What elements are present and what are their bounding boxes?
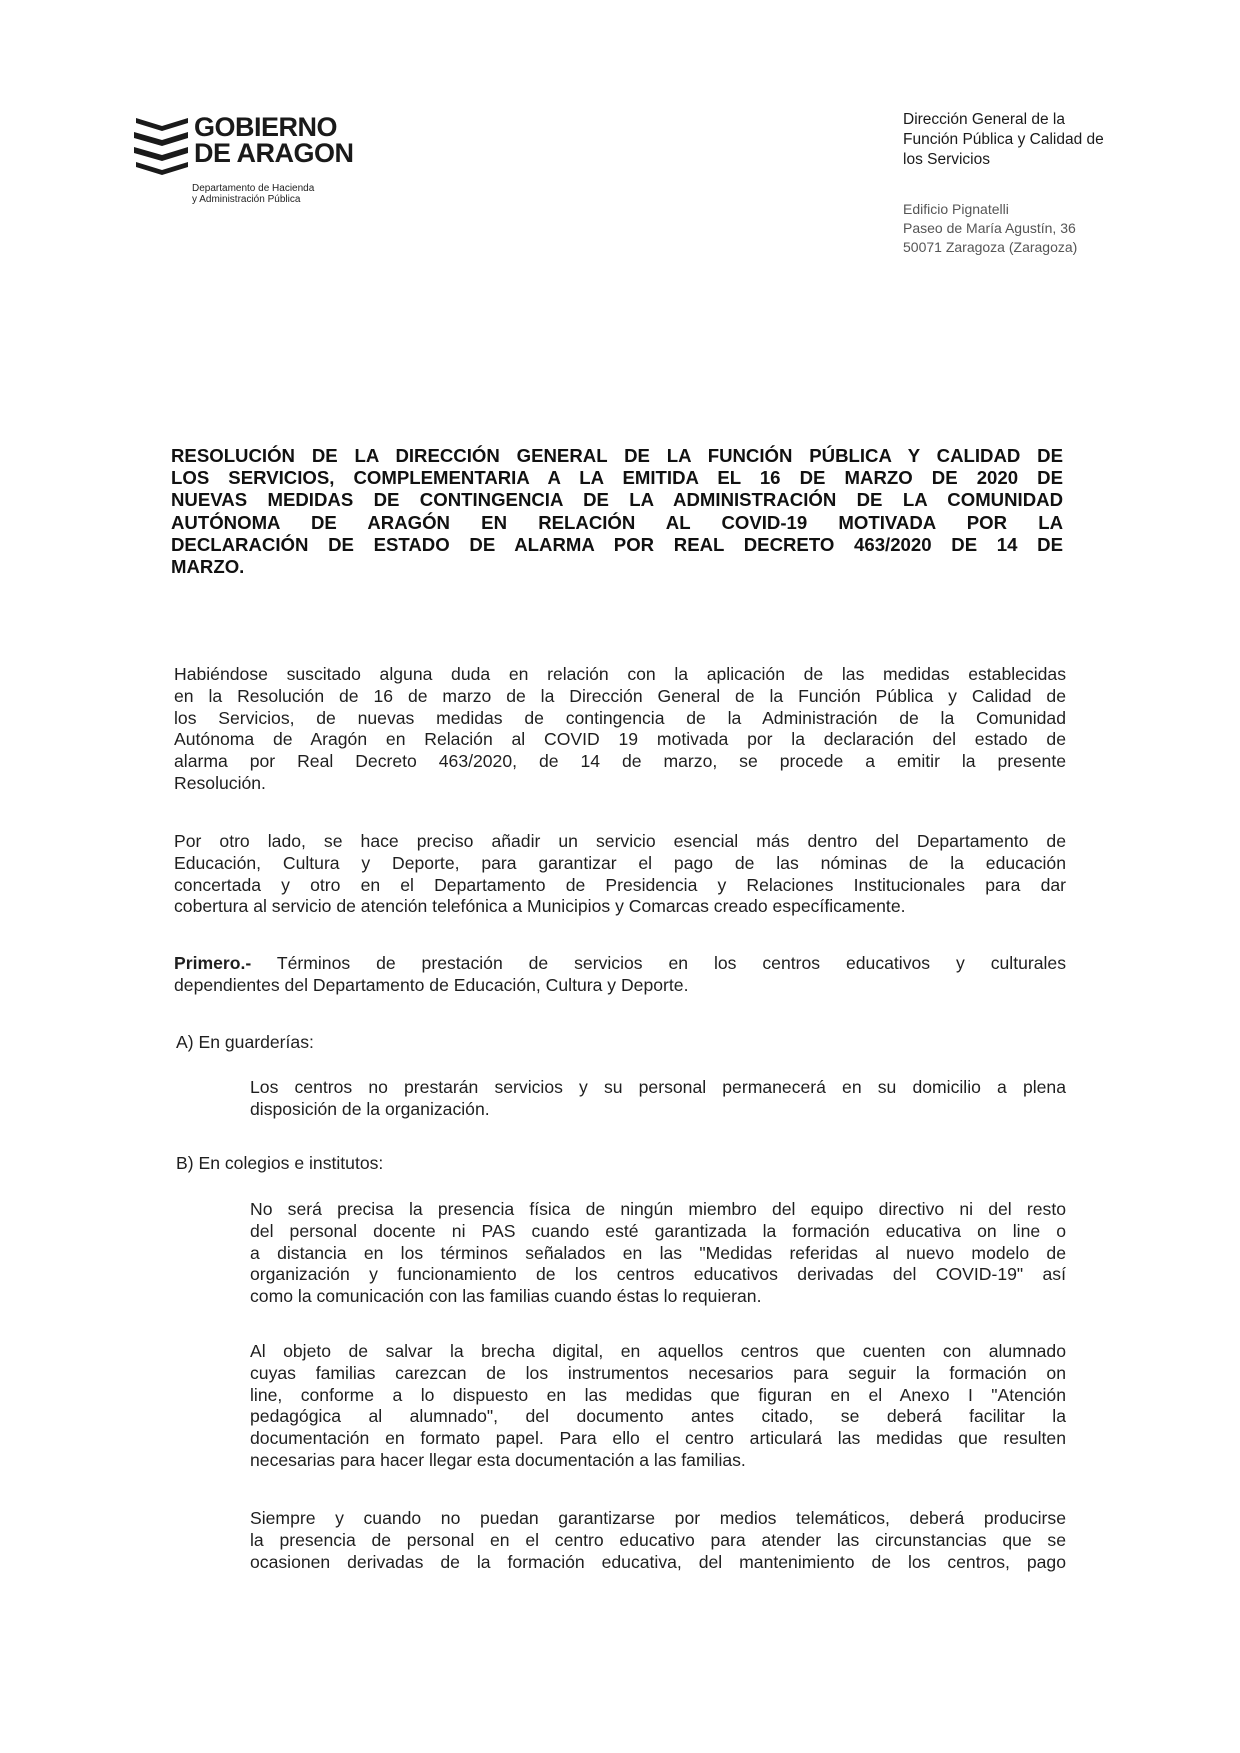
org-line-1: Dirección General de la [903,111,1065,128]
section-b-heading: B) En colegios e institutos: [176,1153,384,1173]
section-a-text [250,1077,1066,1121]
paragraph-line: organización y funcionamiento de los centros educativos derivadas del COVID-19" así [250,1264,1066,1285]
primero-line-1-rest: Términos de prestación de servicios en los centros educativos y culturales [251,953,1066,973]
paragraph-line: cobertura al servicio de atención telefónica a Municipios y Comarcas creado específicamente. [174,896,906,917]
addr-line-3: 50071 Zaragoza (Zaragoza) [903,239,1078,255]
sender-address [903,200,1153,257]
org-line-3: los Servicios [903,151,990,168]
section-b-paragraph-1 [250,1199,1066,1308]
paragraph-line: Habiéndose suscitado alguna duda en relación con la aplicación de las medidas establecidas [174,664,1066,684]
paragraph-line: ocasionen derivadas de la formación educativa, del mantenimiento de los centros, pago [250,1551,1066,1572]
addr-line-2: Paseo de María Agustín, 36 [903,220,1076,236]
paragraph-line: pedagógica al alumnado", del documento antes citado, se deberá facilitar la [250,1406,1066,1427]
paragraph-line: necesarias para hacer llegar esta documentación a las familias. [250,1449,746,1470]
sender-organization [903,110,1153,170]
logo-line-1: GOBIERNO [194,112,338,142]
paragraph-line: a distancia en los términos señalados en las "Medidas referidas al nuevo modelo de [250,1242,1066,1263]
primero-paragraph [174,953,1066,997]
gobierno-aragon-logo [132,114,432,205]
section-a-heading: A) En guarderías: [176,1032,314,1052]
paragraph-line: Siempre y cuando no puedan garantizarse por medios telemáticos, deberá producirse [250,1508,1066,1528]
title-line: NUEVAS MEDIDAS DE CONTINGENCIA DE LA ADMINISTRACIÓN DE LA COMUNIDAD [171,489,1063,511]
paragraph-line: como la comunicación con las familias cuando éstas lo requieran. [250,1286,762,1307]
resolution-title [171,445,1063,578]
paragraph-line: en la Resolución de 16 de marzo de la Dirección General de la Función Pública y Calidad de [174,685,1066,706]
title-line: MARZO. [171,556,245,578]
paragraph-line: la presencia de personal en el centro educativo para atender las circunstancias que se [250,1529,1066,1550]
paragraph-line: documentación en formato papel. Para ello el centro articulará las medidas que resulten [250,1428,1066,1449]
intro-paragraph [174,664,1066,795]
org-line-2: Función Pública y Calidad de [903,131,1104,148]
logo-department [192,183,432,205]
paragraph-line: alarma por Real Decreto 463/2020, de 14 de marzo, se procede a emitir la presente [174,751,1066,772]
paragraph-line: No será precisa la presencia física de ningún miembro del equipo directivo ni del resto [250,1199,1066,1219]
section-b-paragraph-2 [250,1341,1066,1472]
paragraph-line: cuyas familias carezcan de los instrumentos necesarios para seguir la formación on [250,1362,1066,1383]
paragraph-line [174,953,1066,975]
paragraph-line: disposición de la organización. [250,1098,490,1119]
logo-dept-line-2: y Administración Pública [192,194,301,205]
paragraph-line: Los centros no prestarán servicios y su personal permanecerá en su domicilio a plena [250,1077,1066,1097]
paragraph-line: los Servicios, de nuevas medidas de contingencia de la Administración de la Comunidad [174,707,1066,728]
sender-block [903,110,1153,257]
title-line: DECLARACIÓN DE ESTADO DE ALARMA POR REAL DECRETO 463/2020 DE 14 DE [171,533,1063,555]
paragraph-line: Al objeto de salvar la brecha digital, en aquellos centros que cuenten con alumnado [250,1341,1066,1361]
paragraph-line: concertada y otro en el Departamento de Presidencia y Relaciones Institucionales para dar [174,874,1066,895]
logo-wordmark [194,114,354,166]
logo-line-2: DE ARAGON [194,138,354,168]
section-b-paragraph-3 [250,1508,1066,1573]
logo-dept-line-1: Departamento de Hacienda [192,183,315,194]
paragraph-line: Resolución. [174,772,266,793]
title-line: RESOLUCIÓN DE LA DIRECCIÓN GENERAL DE LA FUNCIÓN PÚBLICA Y CALIDAD DE [171,445,1063,466]
second-paragraph [174,831,1066,918]
title-line: LOS SERVICIOS, COMPLEMENTARIA A LA EMITIDA EL 16 DE MARZO DE 2020 DE [171,467,1063,489]
primero-lead: Primero.- [174,953,252,973]
aragon-stripes-icon [132,114,190,176]
paragraph-line: del personal docente ni PAS cuando esté garantizada la formación educativa on line o [250,1220,1066,1241]
paragraph-line: line, conforme a lo dispuesto en las medidas que figuran en el Anexo I "Atención [250,1384,1066,1405]
paragraph-line: Por otro lado, se hace preciso añadir un servicio esencial más dentro del Departamento de [174,831,1066,851]
paragraph-line: Educación, Cultura y Deporte, para garantizar el pago de las nóminas de la educación [174,852,1066,873]
paragraph-line: dependientes del Departamento de Educación, Cultura y Deporte. [174,974,689,995]
paragraph-line: Autónoma de Aragón en Relación al COVID 19 motivada por la declaración del estado de [174,729,1066,750]
addr-line-1: Edificio Pignatelli [903,201,1009,217]
title-line: AUTÓNOMA DE ARAGÓN EN RELACIÓN AL COVID-19 MOTIVADA POR LA [171,511,1063,533]
